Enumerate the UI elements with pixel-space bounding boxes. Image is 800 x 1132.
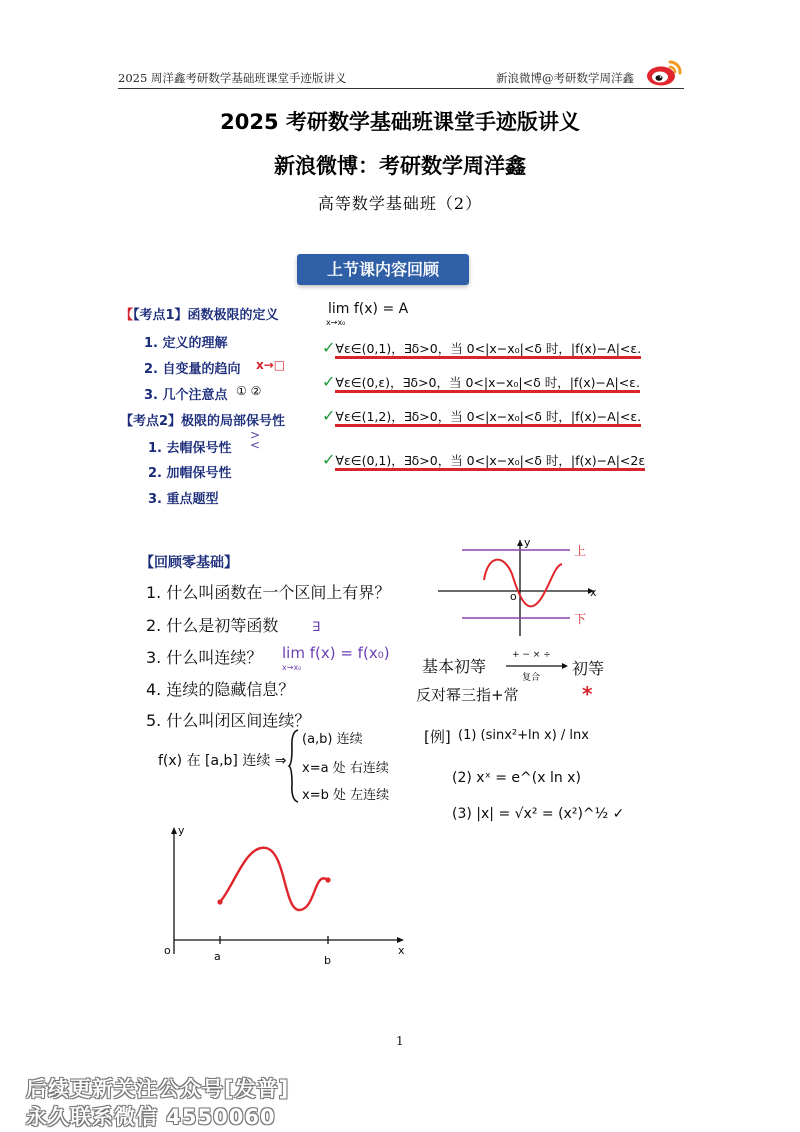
exists-mark: ∃ [312, 620, 321, 635]
question-4: 4. 连续的隐藏信息？ [146, 680, 295, 699]
continuity-formula: lim f(x) = f(x₀) [282, 644, 390, 662]
review-banner: 上节课内容回顾 [297, 254, 469, 285]
weibo-title: 新浪微博：考研数学周洋鑫 [274, 154, 526, 178]
graph2-y-label: y [178, 824, 185, 837]
graph1-x-label: x [590, 586, 597, 599]
review-item-7: 3. 重点题型 [148, 492, 219, 507]
main-title: 2025 考研数学基础班课堂手迹版讲义 [220, 110, 580, 134]
graph1-y-label: y [524, 536, 531, 549]
lim-definition: lim f(x) = A [328, 301, 409, 317]
header-rule [118, 88, 684, 89]
watermark-line2: 永久联系微信 4550060 [26, 1105, 276, 1129]
graph1-lower-label: 下 [574, 612, 587, 626]
elementary-line2: 反对幂三指+常 [416, 686, 519, 704]
header-left: 2025 周洋鑫考研数学基础班课堂手迹版讲义 [118, 71, 347, 85]
elementary-ops: + − × ÷ [512, 650, 551, 660]
points-note: ① ② [236, 384, 262, 398]
continuity-subscript: x→x₀ [282, 663, 302, 672]
graph2-x-label: x [398, 944, 405, 957]
graph2-b-label: b [324, 954, 331, 967]
question-2: 2. 什么是初等函数 [146, 616, 279, 635]
eps-line-2: ✓∀ε∈(0,ε)，∃δ>0，当 0<|x−x₀|<δ 时，|f(x)−A|<ε. [322, 372, 640, 391]
example-1: (1) (sinx²+ln x) / lnx [458, 728, 589, 743]
weibo-logo-icon [644, 56, 684, 88]
graph1-origin: o [510, 590, 517, 603]
page-number: 1 [396, 1034, 404, 1048]
header-right: 新浪微博@考研数学周洋鑫 [496, 71, 634, 85]
question-5: 5. 什么叫闭区间连续？ [146, 711, 311, 730]
eps-line-1: ✓∀ε∈(0,1)，∃δ>0，当 0<|x−x₀|<δ 时，|f(x)−A|<ε. [322, 338, 642, 357]
elementary-composite: 复合 [522, 673, 541, 683]
subtitle: 高等数学基础班（2） [317, 194, 483, 213]
example-2: (2) xˣ = e^(x ln x) [452, 770, 581, 786]
closed-case-1: (a,b) 连续 [302, 732, 363, 747]
closed-case-3: x=b 处 左连续 [302, 788, 390, 803]
question-1: 1. 什么叫函数在一个区间上有界？ [146, 583, 391, 602]
graph1-upper-label: 上 [574, 544, 587, 558]
eps-line-4: ✓∀ε∈(0,1)，∃δ>0，当 0<|x−x₀|<δ 时，|f(x)−A|<2ε [322, 450, 646, 469]
graph2-origin: o [164, 944, 171, 957]
review-item-5: 1. 去帽保号性 [148, 441, 232, 456]
closed-case-2: x=a 处 右连续 [302, 761, 389, 776]
watermark-line1: 后续更新关注公众号[发普] [26, 1077, 290, 1101]
review-item-3: 3. 几个注意点 [144, 388, 228, 403]
question-3: 3. 什么叫连续？ [146, 648, 263, 667]
elementary-line1: 基本初等 [422, 657, 487, 676]
examples-label: [例] [424, 728, 451, 746]
star-mark: * [582, 682, 593, 706]
trend-note: x→□ [256, 358, 286, 372]
arrow-icon [506, 662, 570, 670]
graph2-a-label: a [214, 950, 221, 963]
elementary-result: 初等 [572, 659, 605, 678]
closed-interval-lhs: f(x) 在 [a,b] 连续 ⇒ [158, 753, 287, 769]
lim-subscript: x→x₀ [326, 318, 346, 327]
review-item-0: 【考点1】函数极限的定义 [133, 308, 279, 323]
review-item-2: 2. 自变量的趋向 [144, 362, 241, 377]
basics-heading: 【回顾零基础】 [140, 555, 238, 571]
hat-note: > < [250, 428, 261, 452]
eps-line-3: ✓∀ε∈(1,2)，∃δ>0，当 0<|x−x₀|<δ 时，|f(x)−A|<ε. [322, 406, 642, 425]
review-item-1: 1. 定义的理解 [144, 336, 228, 351]
closed-interval-graph [168, 824, 410, 960]
brace-icon [288, 728, 300, 804]
review-item-6: 2. 加帽保号性 [148, 466, 232, 481]
example-3: (3) |x| = √x² = (x²)^½ ✓ [452, 806, 625, 822]
review-item-4: 【考点2】极限的局部保号性 [120, 414, 286, 429]
